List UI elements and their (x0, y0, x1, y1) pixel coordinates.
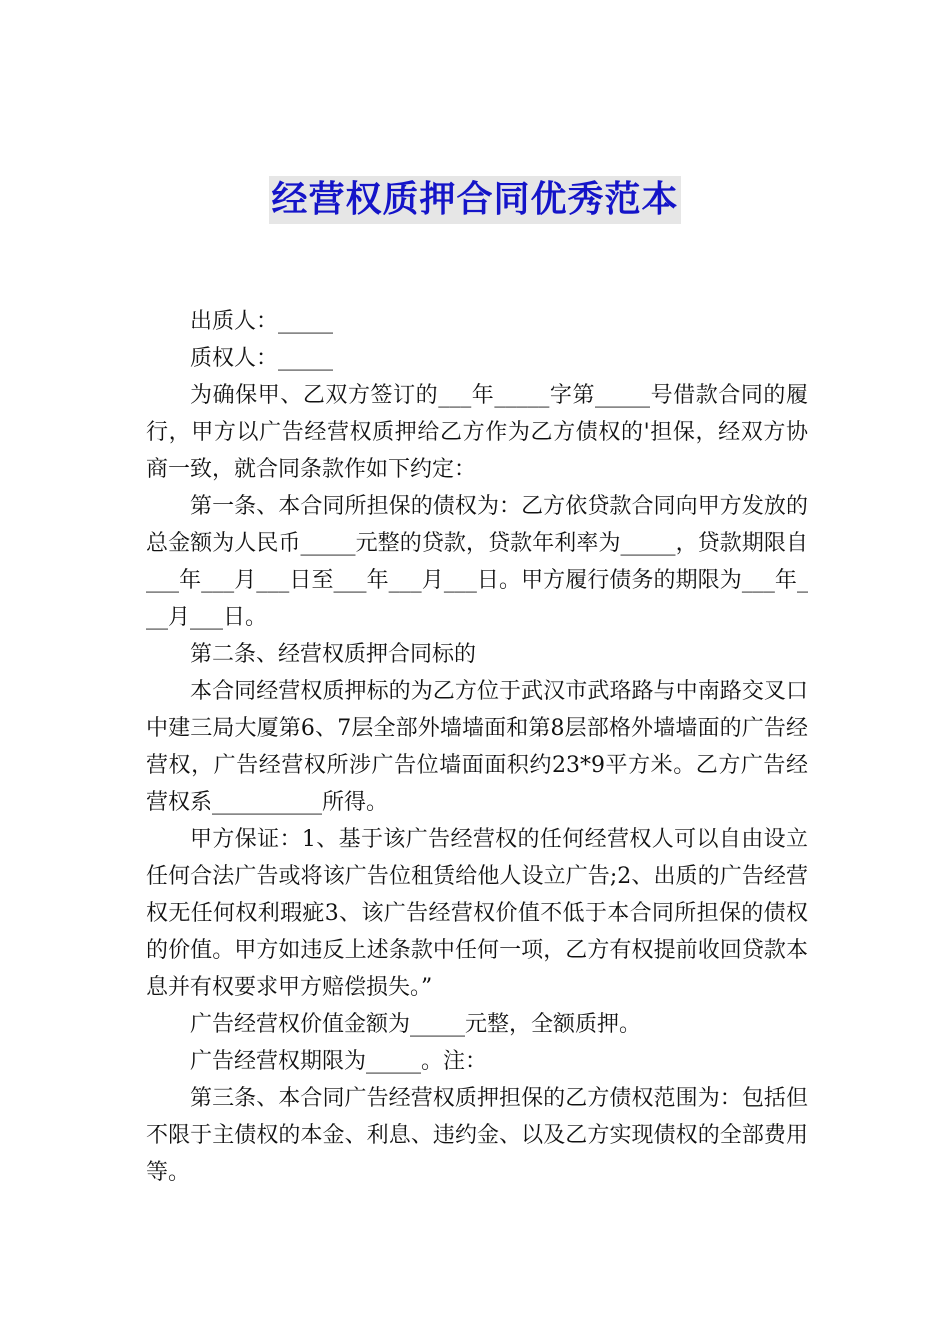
paragraph-preamble: 为确保甲、乙双方签订的___年_____字第_____号借款合同的履行，甲方以广告经营权质押给乙方作为乙方债权的'担保，经双方协商一致，就合同条款作如下约定： (146, 383, 808, 482)
paragraph-term: 广告经营权期限为_____。注： (190, 1049, 488, 1074)
paragraph-value: 广告经营权价值金额为_____元整，全额质押。 (190, 1012, 642, 1037)
document-title: 经营权质押合同优秀范本 (269, 176, 680, 224)
paragraph-article-2-heading: 第二条、经营权质押合同标的 (190, 642, 477, 667)
paragraph-pledgee: 质权人：_____ (190, 346, 334, 371)
document-body (146, 303, 808, 1191)
title-container (0, 176, 950, 224)
paragraph-article-2-subject: 本合同经营权质押标的为乙方位于武汉市武珞路与中南路交叉口中建三局大厦第6、7层全部外墙墙面和第8层部格外墙墙面的广告经营权，广告经营权所涉广告位墙面面积约23*9平方米。乙方广告经营权系__________所得。 (146, 679, 808, 815)
paragraph-guarantee: 甲方保证：1、基于该广告经营权的任何经营权人可以自由设立任何合法广告或将该广告位租赁给他人设立广告;2、出质的广告经营权无任何权利瑕疵3、该广告经营权价值不低于本合同所担保的债权的价值。甲方如违反上述条款中任何一项，乙方有权提前收回贷款本息并有权要求甲方赔偿损失。” (146, 827, 808, 1000)
paragraph-article-1: 第一条、本合同所担保的债权为：乙方依贷款合同向甲方发放的总金额为人民币_____元整的贷款，贷款年利率为_____，贷款期限自___年___月___日至___年___月___日。甲方履行债务的期限为___年___月___日。 (146, 494, 808, 630)
paragraph-pledgor: 出质人：_____ (190, 309, 334, 334)
paragraph-article-3: 第三条、本合同广告经营权质押担保的乙方债权范围为：包括但不限于主债权的本金、利息、违约金、以及乙方实现债权的全部费用等。 (146, 1086, 808, 1185)
